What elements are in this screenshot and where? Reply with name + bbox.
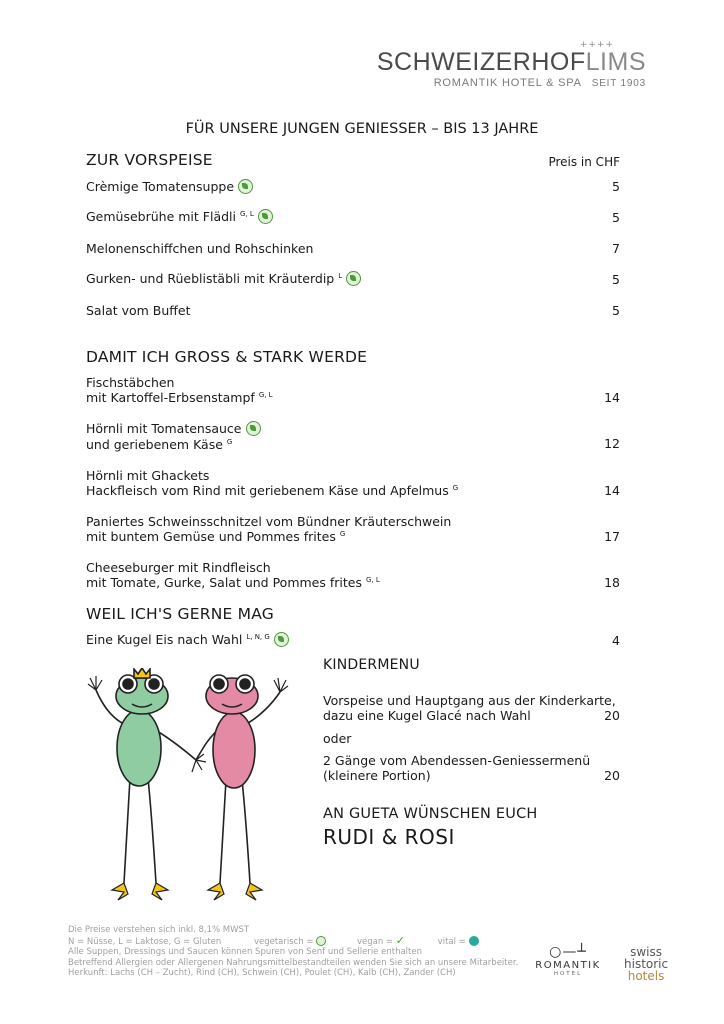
item-name: Fischstäbchen	[86, 375, 175, 390]
brand-stars: ++++	[579, 40, 614, 50]
vegetarian-leaf-icon	[246, 421, 261, 436]
footer-allergen-legend: N = Nüsse, L = Laktose, G = Gluten	[68, 936, 222, 947]
kidsmenu-option	[323, 753, 590, 783]
allergen-codes: G, L	[258, 390, 273, 399]
vegetarian-leaf-icon	[238, 179, 253, 194]
item-price: 17	[604, 529, 620, 544]
page-title: FÜR UNSERE JUNGEN GENIESSER – BIS 13 JAHRE	[185, 121, 539, 137]
kidsmenu-option2-line1: 2 Gänge vom Abendessen-Geniessermenü	[323, 753, 591, 768]
menu-item	[86, 271, 361, 287]
menu-item	[86, 375, 273, 405]
kidsmenu-or: oder	[323, 731, 352, 746]
item-price: 5	[612, 303, 620, 318]
item-name: Eine Kugel Eis nach Wahl	[86, 632, 243, 647]
menu-item	[86, 632, 289, 648]
item-price: 5	[612, 272, 620, 287]
allergen-codes: G	[226, 437, 233, 446]
menu-item	[86, 421, 261, 452]
item-name: Crèmige Tomatensuppe	[86, 179, 235, 194]
vegetarian-leaf-icon	[274, 632, 289, 647]
swiss-historic-hotels-logo	[624, 946, 668, 982]
section-heading-kidsmenu: KINDERMENU	[323, 657, 420, 673]
footer-vegan-label: vegan =	[356, 936, 394, 947]
menu-item	[86, 468, 458, 498]
kidsmenu-option	[323, 693, 616, 723]
kidsmenu-option2-line2: (kleinere Portion)	[323, 768, 431, 783]
pink-frog-illustration	[196, 675, 280, 883]
menu-item	[86, 241, 313, 256]
allergen-codes: G	[452, 483, 459, 492]
item-price: 7	[612, 241, 620, 256]
price-column-heading: Preis in CHF	[548, 155, 620, 169]
footer-legend-row	[68, 933, 518, 948]
menu-item	[86, 514, 451, 544]
menu-item	[86, 179, 253, 195]
footer-vital-label: vital =	[437, 936, 466, 947]
allergen-codes: G	[339, 529, 346, 538]
item-name: Hörnli mit Ghackets	[86, 468, 210, 483]
green-frog-illustration	[96, 668, 196, 883]
item-name: Gurken- und Rüeblistäbli mit Kräuterdip	[86, 271, 335, 286]
item-description: Hackfleisch vom Rind mit geriebenem Käse und Apfelmus	[86, 483, 449, 498]
brand-subtitle: ROMANTIK HOTEL & SPA	[433, 77, 582, 89]
item-price: 14	[604, 483, 620, 498]
menu-item	[86, 560, 380, 590]
vegan-sprout-icon: ✓	[395, 933, 405, 947]
item-name: Melonenschiffchen und Rohschinken	[86, 241, 314, 256]
item-price: 5	[612, 179, 620, 194]
item-price: 14	[604, 390, 620, 405]
footer-vat: Die Preise verstehen sich inkl. 8,1% MWST	[68, 925, 250, 935]
item-name: Hörnli mit Tomatensauce	[86, 421, 242, 436]
romantik-logo	[526, 944, 610, 977]
footer-note-1: Alle Suppen, Dressings und Saucen können Spuren von Senf und Sellerie enthalten	[68, 947, 422, 957]
allergen-codes: G, L	[365, 575, 380, 584]
section-heading-dessert: WEIL ICH'S GERNE MAG	[86, 605, 274, 623]
item-name: Salat vom Buffet	[86, 303, 191, 318]
vegetarian-leaf-icon	[316, 936, 326, 946]
brand-name-part2: LIMS	[585, 48, 646, 76]
swiss-logo-word3: hotels	[627, 969, 665, 983]
item-price: 18	[604, 575, 620, 590]
menu-item	[86, 303, 191, 318]
kidsmenu-option1-line2: dazu eine Kugel Glacé nach Wahl	[323, 708, 531, 723]
key-icon: ○—┴	[549, 944, 587, 960]
item-name: Paniertes Schweinsschnitzel vom Bündner Kräuterschwein	[86, 514, 452, 529]
vegetarian-leaf-icon	[346, 271, 361, 286]
brand-logo	[377, 48, 646, 77]
section-heading-mains: DAMIT ICH GROSS & STARK WERDE	[86, 348, 368, 366]
romantik-logo-sub: HOTEL	[553, 971, 583, 977]
romantik-logo-text: ROMANTIK	[535, 960, 601, 971]
item-price: 20	[604, 768, 620, 783]
item-description: mit Tomate, Gurke, Salat und Pommes frites	[86, 575, 362, 590]
frogs-illustration	[82, 668, 297, 903]
swiss-logo-word1: swiss	[630, 945, 662, 959]
footer-note-2: Betreffend Allergien oder Allergenen Nahrungsmittelbestandteilen wenden Sie sich an unsere Mitarbeiter.	[68, 957, 519, 968]
item-name: Gemüsebrühe mit Flädli	[86, 209, 236, 224]
allergen-codes: G, L	[239, 209, 254, 218]
item-price: 5	[612, 210, 620, 225]
swiss-logo-word2: historic	[624, 957, 669, 971]
item-price: 20	[604, 708, 620, 723]
brand-since: SEIT 1903	[591, 78, 646, 89]
vegetarian-leaf-icon	[258, 209, 273, 224]
menu-item	[86, 209, 273, 225]
item-name: Cheeseburger mit Rindfleisch	[86, 560, 271, 575]
section-heading-starters: ZUR VORSPEISE	[86, 151, 213, 169]
brand-name-part1: SCHWEIZERHOF	[376, 48, 586, 76]
kidsmenu-option1-line1: Vorspeise und Hauptgang aus der Kinderkarte,	[323, 693, 616, 708]
item-price: 4	[612, 633, 620, 648]
footer-notes	[68, 925, 518, 979]
item-description: mit Kartoffel-Erbsenstampf	[86, 390, 255, 405]
allergen-codes: L	[338, 271, 343, 280]
allergen-codes: L, N, G	[246, 632, 270, 641]
item-description: und geriebenem Käse	[86, 437, 223, 452]
vital-heart-icon	[469, 936, 479, 946]
footer-vegetarian-label: vegetarisch =	[253, 936, 314, 947]
closing-names: RUDI & ROSI	[323, 825, 455, 849]
footer-origin: Herkunft: Lachs (CH – Zucht), Rind (CH), Schwein (CH), Poulet (CH), Kalb (CH), Zander (CH)	[68, 968, 456, 978]
closing-line: AN GUETA WÜNSCHEN EUCH	[323, 806, 538, 822]
item-price: 12	[604, 436, 620, 451]
item-description: mit buntem Gemüse und Pommes frites	[86, 529, 336, 544]
brand-subtitle-line	[434, 77, 646, 89]
